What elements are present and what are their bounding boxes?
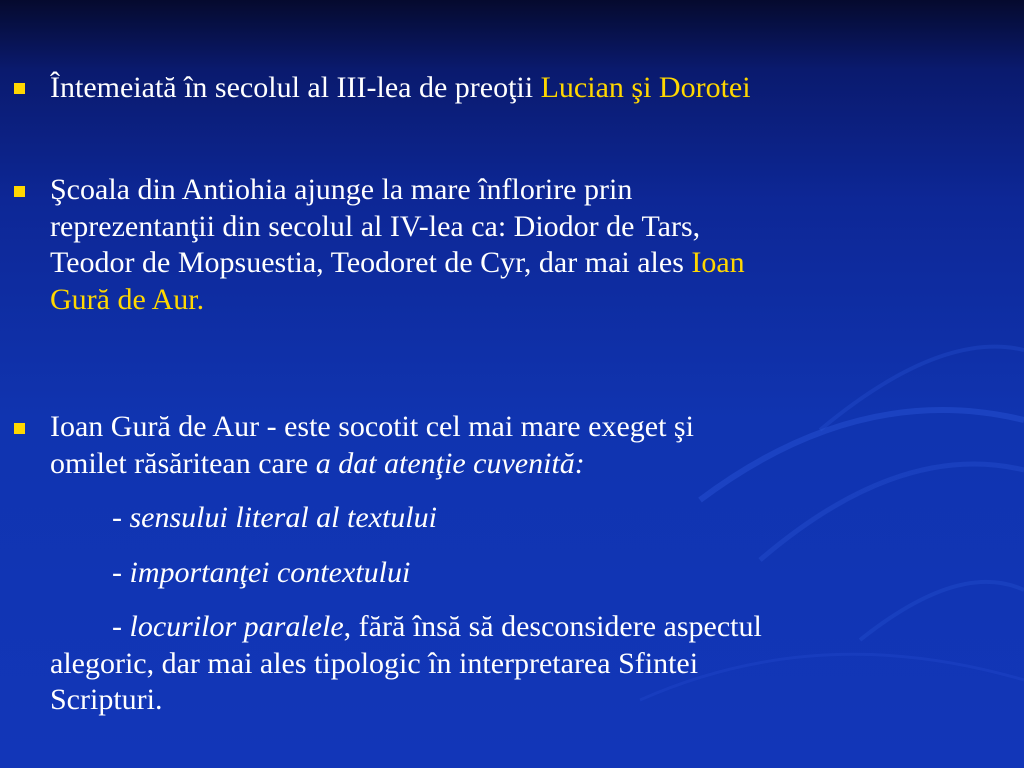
square-bullet-icon [14,83,25,94]
sub-item-1-italic: sensului literal al textului [129,501,437,534]
sub-item-parallel-places [50,609,990,646]
square-bullet-icon [14,186,25,197]
bullet-2-highlight-name-part2: Gură de Aur. [50,282,205,316]
bullet-1-text-before: Întemeiată în secolul al III-lea de preoţii [50,71,541,104]
bullet-2-highlight-name-part1: Ioan [691,246,745,279]
bullet-1-highlight: Lucian şi Dorotei [540,71,751,104]
bullet-1-text [50,70,990,107]
bullet-3-line-2-text: omilet răsăritean care [50,446,316,480]
bullet-3-continuation-1: alegoric, dar mai ales tipologic în interpretarea Sfintei [50,646,699,680]
bullet-3-line-2 [50,446,990,483]
sub-item-2-italic: importanţei contextului [129,555,411,589]
sub-item-dash: - [112,501,130,534]
sub-item-literal-sense [50,500,990,537]
bullet-3-continuation-2: Scripturi. [50,683,163,716]
square-bullet-icon [14,423,25,434]
bullet-3-line-1: Ioan Gură de Aur - este socotit cel mai mare exeget şi [50,410,694,443]
bullet-2-line-2: reprezentanţii din secolul al IV-lea ca: Diodor de Tars, [50,209,701,243]
bullet-3-text [50,409,990,719]
bullet-2-text [50,172,990,318]
bullet-2-line-3-text: Teodor de Mopsuestia, Teodoret de Cyr, dar mai ales [50,246,692,279]
sub-item-context [50,555,990,592]
bullet-2-line-3 [50,245,990,282]
sub-item-3-italic: locurilor paralele [129,610,344,643]
sub-item-dash: - [112,555,130,589]
sub-item-dash: - [112,610,130,643]
bullet-3-line-2-italic: a dat atenţie cuvenită: [315,446,585,480]
sub-item-3-after: , fără însă să desconsidere aspectul [343,610,762,643]
bullet-2-line-1: Şcoala din Antiohia ajunge la mare înflorire prin [50,173,633,206]
